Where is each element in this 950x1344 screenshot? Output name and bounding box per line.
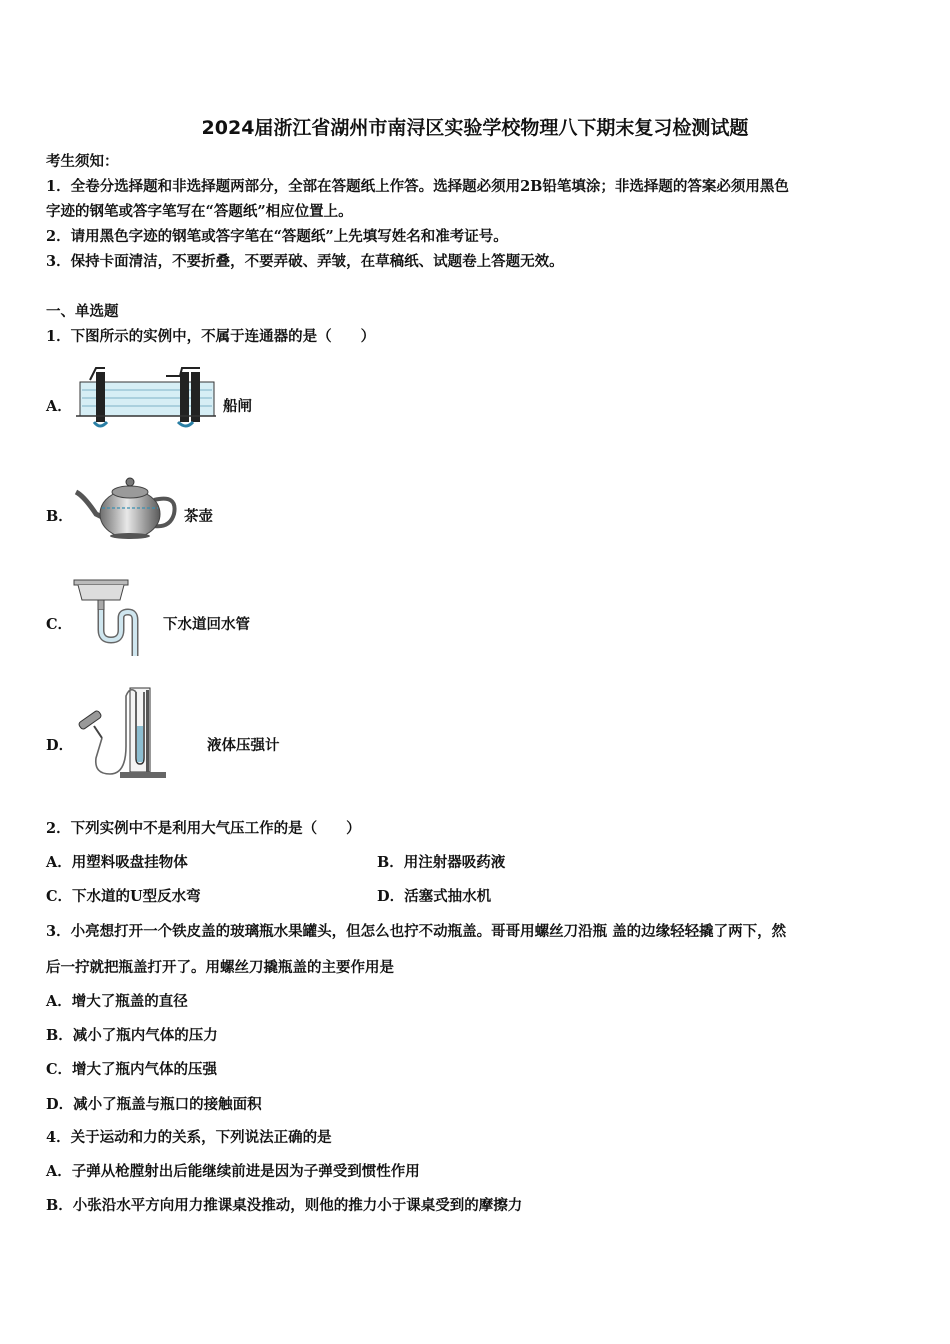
notice-line-1a: 1．全卷分选择题和非选择题两部分，全部在答题纸上作答。选择题必须用2B铅笔填涂；非选择题的答案必须用黑色	[46, 178, 789, 195]
q1-option-b-label: 茶壶	[184, 508, 213, 525]
ship-lock-figure	[76, 360, 221, 430]
q2-stem: 2．下列实例中不是利用大气压工作的是（ ）	[46, 820, 361, 837]
q4-option-a: A．子弹从枪膛射出后能继续前进是因为子弹受到惯性作用	[46, 1163, 420, 1180]
q2-option-b: B．用注射器吸药液	[377, 854, 506, 871]
q2-option-d: D．活塞式抽水机	[377, 888, 492, 905]
q3-stem-line-2: 后一拧就把瓶盖打开了。用螺丝刀撬瓶盖的主要作用是	[46, 959, 394, 976]
teapot-figure	[74, 470, 184, 542]
q4-option-b: B．小张沿水平方向用力推课桌没推动，则他的推力小于课桌受到的摩擦力	[46, 1197, 523, 1214]
q3-option-c: C．增大了瓶内气体的压强	[46, 1061, 218, 1078]
q1-option-d-label: 液体压强计	[207, 737, 280, 754]
q1-option-d-letter: D．	[46, 737, 74, 754]
section-heading: 一、单选题	[46, 303, 119, 320]
q3-option-a: A．增大了瓶盖的直径	[46, 993, 188, 1010]
q3-option-d: D．减小了瓶盖与瓶口的接触面积	[46, 1096, 262, 1113]
notice-line-3: 3．保持卡面清洁，不要折叠，不要弄破、弄皱，在草稿纸、试题卷上答题无效。	[46, 253, 564, 270]
q2-option-c: C．下水道的U型反水弯	[46, 888, 201, 905]
q1-option-c-label: 下水道回水管	[163, 616, 250, 633]
q2-option-a: A．用塑料吸盘挂物体	[46, 854, 188, 871]
q1-option-a-label: 船闸	[223, 398, 252, 415]
q1-option-b-letter: B．	[46, 508, 73, 525]
pressure-gauge-figure	[74, 686, 174, 782]
notice-heading: 考生须知：	[46, 153, 119, 170]
exam-title: 2024届浙江省湖州市南浔区实验学校物理八下期末复习检测试题	[201, 117, 749, 139]
q3-stem-line-1: 3．小亮想打开一个铁皮盖的玻璃瓶水果罐头，但怎么也拧不动瓶盖。哥哥用螺丝刀沿瓶 盖的边缘轻轻撬了两下，然	[46, 923, 787, 940]
q1-option-c-letter: C．	[46, 616, 73, 633]
q1-stem: 1．下图所示的实例中，不属于连通器的是（ ）	[46, 328, 376, 345]
q3-option-b: B．减小了瓶内气体的压力	[46, 1027, 218, 1044]
q4-stem: 4．关于运动和力的关系，下列说法正确的是	[46, 1129, 332, 1146]
notice-line-1b: 字迹的钢笔或答字笔写在“答题纸”相应位置上。	[46, 203, 353, 220]
q1-option-a-letter: A．	[46, 398, 72, 415]
drain-trap-figure	[72, 578, 142, 658]
notice-line-2: 2．请用黑色字迹的钢笔或答字笔在“答题纸”上先填写姓名和准考证号。	[46, 228, 508, 245]
